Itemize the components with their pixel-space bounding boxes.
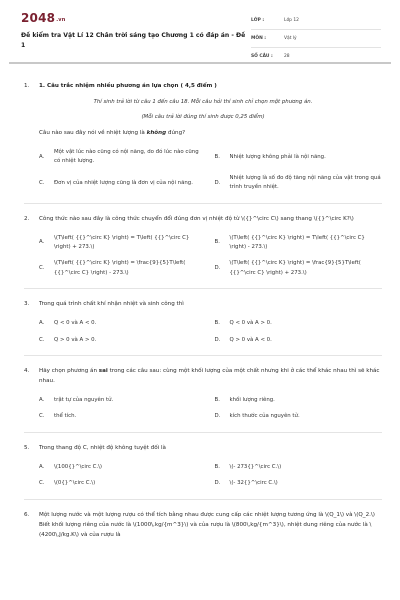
- meta-subject-value: Vật lý: [284, 36, 297, 41]
- section-title: 1. Câu trắc nhiệm nhiều phương án lựa chọn ( 4,5 điểm ): [39, 83, 217, 89]
- option-b[interactable]: B. Q < 0 và A > 0.: [214, 320, 272, 327]
- option-d[interactable]: D. \(- 32{}^\circ C.\): [214, 480, 278, 487]
- option-a[interactable]: A. \(T\left( {{}^\circ K} \right) = T\left( {{}^\circ C} \right) + 273.\): [39, 234, 190, 251]
- meta-count-value: 28: [284, 54, 290, 59]
- exam-content: [0, 81, 400, 540]
- option-b[interactable]: B. khối lượng riêng.: [214, 397, 275, 404]
- option-b[interactable]: B. \(T\left( {{}^\circ K} \right) = T\left( {{}^\circ C} \right) - 273.\): [214, 234, 365, 251]
- option-a[interactable]: A. Q < 0 và A < 0.: [39, 320, 97, 327]
- question-4: [24, 366, 382, 386]
- option-b[interactable]: B. \(- 273{}^\circ C.\): [214, 463, 282, 470]
- question-divider: [24, 203, 382, 204]
- option-a[interactable]: A. \(100{}^\circ C.\): [39, 463, 103, 470]
- option-d[interactable]: D. kích thước của nguyên tử.: [214, 413, 300, 420]
- meta-count-label: SỐ CÂU :: [251, 54, 273, 59]
- question-text: Trong thang độ C, nhiệt độ không tuyệt đối là: [39, 444, 166, 451]
- option-c[interactable]: C. Q > 0 và A > 0.: [39, 336, 97, 343]
- section-instruction: Thí sinh trả lời từ câu 1 đến câu 18. Mỗi câu hỏi thí sinh chỉ chọn một phương án.: [93, 99, 313, 105]
- question-1: [24, 81, 382, 91]
- option-a[interactable]: A. trật tự của nguyên tử.: [39, 397, 114, 404]
- option-d[interactable]: D. Nhiệt lượng là số đo độ tăng nội năng của vật trong quá trình truyền nhiệt.: [214, 174, 381, 191]
- answer-options: [24, 396, 382, 422]
- question-divider: [24, 432, 382, 433]
- answer-options: [24, 463, 382, 489]
- question-number: 4.: [24, 368, 30, 375]
- question-3: [24, 299, 382, 309]
- question-5: [24, 443, 382, 453]
- exam-title: Đề kiểm tra Vật Lí 12 Chân trời sáng tạo Chương 1 có đáp án - Đề 1: [21, 32, 246, 49]
- question-number: 6.: [24, 511, 30, 518]
- question-text: Hãy chọn phương án sai trong các câu sau: cùng một khối lượng của một chất nhưng khi ở các thể khác nhau thì sẽ khác nhau.: [39, 368, 380, 385]
- option-c[interactable]: C. \(0{}^\circ C.\): [39, 480, 96, 487]
- meta-class-label: LỚP :: [251, 18, 265, 23]
- score-note: (Mỗi câu trả lời đúng thí sinh được 0,25 điểm): [141, 114, 265, 120]
- option-c[interactable]: C. thể tích.: [39, 413, 77, 420]
- question-number: 2.: [24, 215, 30, 222]
- answer-options: [24, 234, 382, 279]
- option-a[interactable]: A. Một vật lúc nào cũng có nội năng, do đó lúc nào cũng có nhiệt lượng.: [39, 149, 199, 165]
- meta-class-row: [251, 12, 381, 30]
- option-c[interactable]: C. \(T\left( {{}^\circ K} \right) = \frac{9}{5}T\left( {{}^\circ C} \right) - 273.\): [39, 260, 186, 276]
- question-text: Trong quá trình chất khí nhận nhiệt và sinh công thì: [39, 301, 184, 308]
- option-d[interactable]: D. \(T\left( {{}^\circ K} \right) = \frac{9}{5}T\left( {{}^\circ C} \right) + 273.\): [214, 260, 361, 276]
- meta-count-row: [251, 48, 381, 65]
- option-d[interactable]: D. Q > 0 và A < 0.: [214, 336, 272, 343]
- question-text: Công thức nào sau đây là công thức chuyển đổi đúng đơn vị nhiệt độ từ \({}^\circ C\) sang thang \({}^\circ K?\): [39, 215, 354, 222]
- question-stem: Câu nào sau đây nói về nhiệt lượng là không đúng?: [39, 130, 186, 136]
- question-number: 1.: [24, 83, 30, 89]
- meta-class-value: Lớp 12: [284, 18, 299, 23]
- meta-subject-row: [251, 30, 381, 48]
- answer-options: [24, 148, 382, 193]
- question-6: [24, 510, 382, 540]
- answer-options: [24, 319, 382, 345]
- question-number: 5.: [24, 444, 30, 451]
- site-logo[interactable]: 2048.vn: [21, 11, 66, 25]
- question-divider: [24, 499, 382, 500]
- option-b[interactable]: B. Nhiệt lượng không phải là nội năng.: [214, 153, 326, 160]
- exam-meta-panel: [251, 12, 381, 65]
- meta-subject-label: MÔN :: [251, 36, 267, 41]
- question-number: 3.: [24, 301, 30, 308]
- question-divider: [24, 355, 382, 356]
- question-text: Một lượng nước và một lượng rượu có thể tích bằng nhau được cung cấp các nhiệt lượng tương ứng là \(Q_1\) và \(Q_2.\) Biết khối lượng riêng của nước là \(1000\,kg/{m^3}\) và của rượu là \(800\,kg/{m^3}\), nhiệt dung riêng của nước là \(4200\,J/kg.K\) và của rượu là: [39, 511, 375, 538]
- question-divider: [24, 288, 382, 289]
- page-header: [0, 0, 400, 62]
- question-2: [24, 214, 382, 224]
- option-c[interactable]: C. Đơn vị của nhiệt lượng cũng là đơn vị của nội năng.: [39, 179, 193, 186]
